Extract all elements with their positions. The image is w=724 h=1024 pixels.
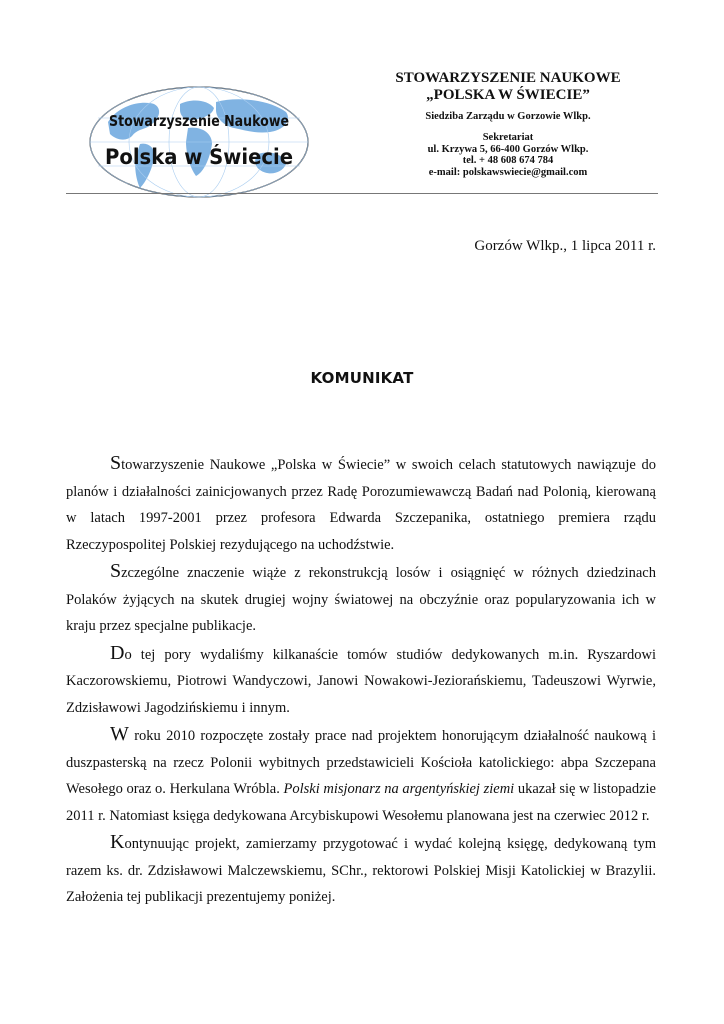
paragraph-5 <box>66 829 656 911</box>
org-name-line1: STOWARZYSZENIE NAUKOWE <box>395 70 621 86</box>
paragraph-3 <box>66 640 656 722</box>
org-seat: Siedziba Zarządu w Gorzowie Wlkp. <box>425 111 591 122</box>
logo-text-line2: Polska w Świecie <box>105 145 307 169</box>
secretariat-block <box>392 132 624 178</box>
drop-letter: D <box>110 641 125 664</box>
logo-text-line1: Stowarzyszenie Naukowe <box>109 112 289 130</box>
secretariat-label: Sekretariat <box>482 132 534 143</box>
drop-letter: S <box>110 560 122 582</box>
paragraph-text: zczególne znaczenie wiąże z rekonstrukcją losów i osiągnięć w różnych dziedzinach Polaków żyjących na skutek drugiej wojny światowej na obczyźnie oraz popularyzowania ich w kraju przez specjalne publikacje. <box>66 565 656 634</box>
org-name-line2: „POLSKA W ŚWIECIE” <box>426 87 590 103</box>
organization-logo <box>88 84 310 200</box>
paragraph-text: towarzyszenie Naukowe „Polska w Świecie” w swoich celach statutowych nawiązuje do planów i działalności zainicjowanych przez Radę Porozumiewawczą Badań nad Polonią, kierowaną w latach 1997-2001 przez profesora Edwarda Szczepanika, ostatniego premiera rządu Rzeczypospolitej Polskiej rezydującego na uchodźstwie. <box>66 457 656 553</box>
paragraph-2 <box>66 558 656 640</box>
paragraph-text: o tej pory wydaliśmy kilkanaście tomów studiów dedykowanych m.in. Ryszardowi Kaczorowskiemu, Piotrowi Wandyczowi, Janowi Nowakowi-Jeziorańskiemu, Tadeuszowi Wyrwie, Zdzisławowi Jagodzińskiemu i innym. <box>66 646 656 716</box>
paragraph-text: ontynuując projekt, zamierzamy przygotować i wydać kolejną księgę, dedykowaną tym razem ks. dr. Zdzisławowi Malczewskiemu, SChr., rektorowi Polskiej Misji Katolickiej w Brazylii. Założenia tej publikacji prezentujemy poniżej. <box>66 836 656 905</box>
drop-letter: S <box>110 452 122 474</box>
header-divider <box>66 193 658 194</box>
organization-header <box>392 70 624 178</box>
secretariat-email: e-mail: polskawswiecie@gmail.com <box>428 166 588 178</box>
drop-letter: K <box>110 831 125 853</box>
book-title: Polski misjonarz na argentyńskiej ziemi <box>283 781 515 797</box>
paragraph-text: ukazał się w listopadzie 2011 r. Natomiast księga dedykowana Arcybiskupowi Wesołemu planowana jest na czerwiec 2012 r. <box>66 781 656 824</box>
document-title: KOMUNIKAT <box>310 369 414 387</box>
paragraph-1 <box>66 450 656 558</box>
secretariat-phone: tel. + 48 608 674 784 <box>462 155 554 166</box>
document-date: Gorzów Wlkp., 1 lipca 2011 r. <box>474 238 656 254</box>
paragraph-text: roku 2010 rozpoczęte zostały prace nad projektem honorującym działalność naukową i duszpasterską na rzecz Polonii wybitnych przedstawicieli Kościoła katolickiego: abpa Szczepana Wesołego oraz o. Herkulana Wróbla. <box>66 728 656 797</box>
document-body <box>66 450 656 911</box>
world-map-logo <box>88 84 310 200</box>
secretariat-address: ul. Krzywa 5, 66-400 Gorzów Wlkp. <box>427 143 589 155</box>
drop-letter: W <box>110 723 129 745</box>
paragraph-4 <box>66 721 656 829</box>
